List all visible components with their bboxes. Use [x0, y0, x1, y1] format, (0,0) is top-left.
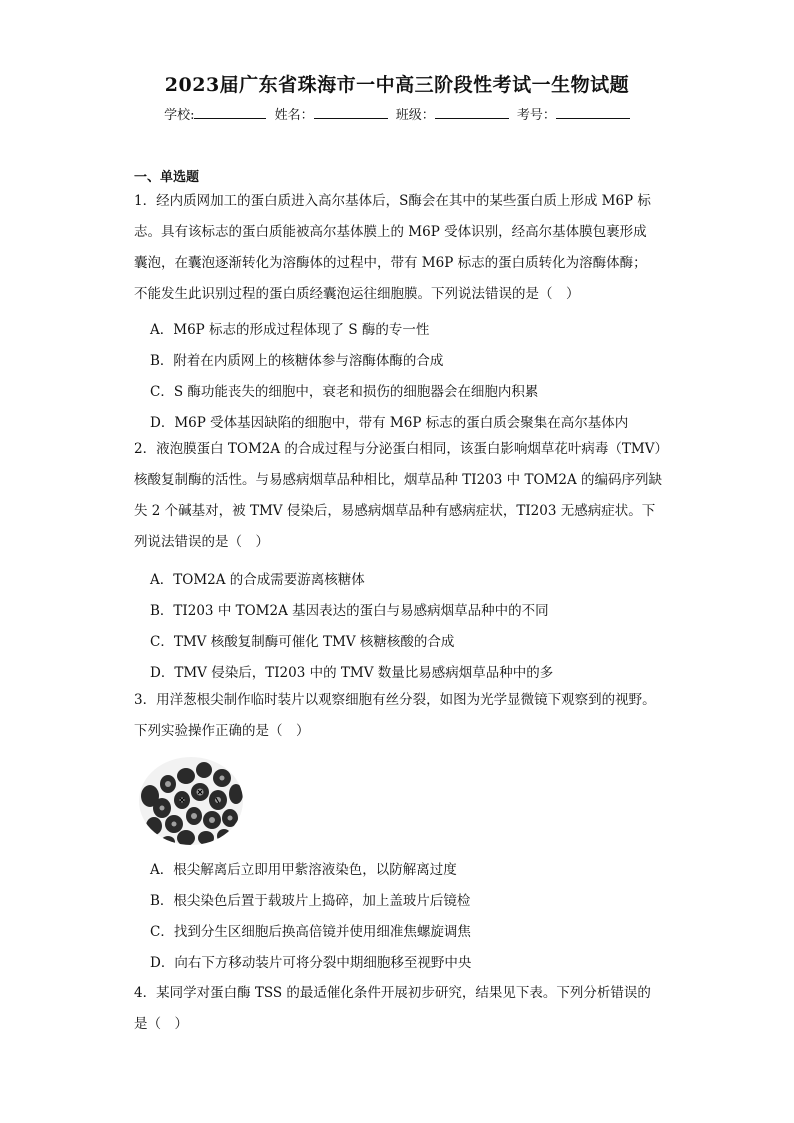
- question-3-option-d[interactable]: D．向右下方移动装片可将分裂中期细胞移至视野中央: [150, 955, 472, 971]
- question-2-option-d[interactable]: D．TMV 侵染后，TI203 中的 TMV 数量比易感病烟草品种中的多: [150, 665, 554, 681]
- question-3-option-c[interactable]: C．找到分生区细胞后换高倍镜并使用细准焦螺旋调焦: [150, 924, 471, 940]
- question-1-option-c[interactable]: C．S 酶功能丧失的细胞中，衰老和损伤的细胞器会在细胞内积累: [150, 384, 539, 400]
- question-2-option-c[interactable]: C．TMV 核酸复制酶可催化 TMV 核糖核酸的合成: [150, 634, 455, 650]
- exam-number-field: 考号：: [517, 104, 630, 123]
- question-4-stem: 4．某同学对蛋白酶 TSS 的最适催化条件开展初步研究，结果见下表。下列分析错误的 是（ ）: [134, 985, 651, 1032]
- question-2-stem: 2．液泡膜蛋白 TOM2A 的合成过程与分泌蛋白相同，该蛋白影响烟草花叶病毒（TMV） 核酸复制酶的活性。与易感病烟草品种相比，烟草品种 TI203 中 TOM2A 的编码序列缺 失 2 个碱基对，被 TMV 侵染后，易感病烟草品种有感病症状，TI203 无感病症状。下 列说法错误的是（ ）: [134, 441, 668, 550]
- question-3-option-a[interactable]: A．根尖解离后立即用甲紫溶液染色，以防解离过度: [150, 862, 457, 878]
- section-heading: 一、单选题: [134, 170, 200, 185]
- class-field: 班级：: [396, 104, 509, 123]
- question-2-option-b[interactable]: B．TI203 中 TOM2A 基因表达的蛋白与易感病烟草品种中的不同: [150, 603, 549, 619]
- name-blank[interactable]: [314, 106, 388, 119]
- question-1-stem: 1．经内质网加工的蛋白质进入高尔基体后，S酶会在其中的某些蛋白质上形成 M6P 标 志。具有该标志的蛋白质能被高尔基体膜上的 M6P 受体识别，经高尔基体膜包裹形成 囊泡，在囊泡逐渐转化为溶酶体的过程中，带有 M6P 标志的蛋白质转化为溶酶体酶； 不能发生此识别过程的蛋白质经囊泡运往细胞膜。下列说法错误的是（ ）: [134, 193, 651, 302]
- question-3-stem: 3．用洋葱根尖制作临时装片以观察细胞有丝分裂，如图为光学显微镜下观察到的视野。 下列实验操作正确的是（ ）: [134, 692, 656, 739]
- exam-number-blank[interactable]: [556, 106, 630, 119]
- question-3-option-b[interactable]: B．根尖染色后置于载玻片上捣碎，加上盖玻片后镜检: [150, 893, 471, 909]
- school-field: 学校:: [164, 104, 266, 123]
- microscope-field-image: [138, 756, 244, 846]
- question-1-option-d[interactable]: D．M6P 受体基因缺陷的细胞中，带有 M6P 标志的蛋白质会聚集在高尔基体内: [150, 415, 629, 431]
- question-1-option-a[interactable]: A．M6P 标志的形成过程体现了 S 酶的专一性: [150, 322, 430, 338]
- exam-title: 2023届广东省珠海市一中高三阶段性考试一生物试题: [164, 74, 630, 96]
- name-field: 姓名：: [275, 104, 388, 123]
- school-blank[interactable]: [194, 106, 266, 119]
- student-info-line: [0, 104, 794, 123]
- question-1-option-b[interactable]: B．附着在内质网上的核糖体参与溶酶体酶的合成: [150, 353, 444, 369]
- class-blank[interactable]: [435, 106, 509, 119]
- question-2-option-a[interactable]: A．TOM2A 的合成需要游离核糖体: [150, 572, 365, 588]
